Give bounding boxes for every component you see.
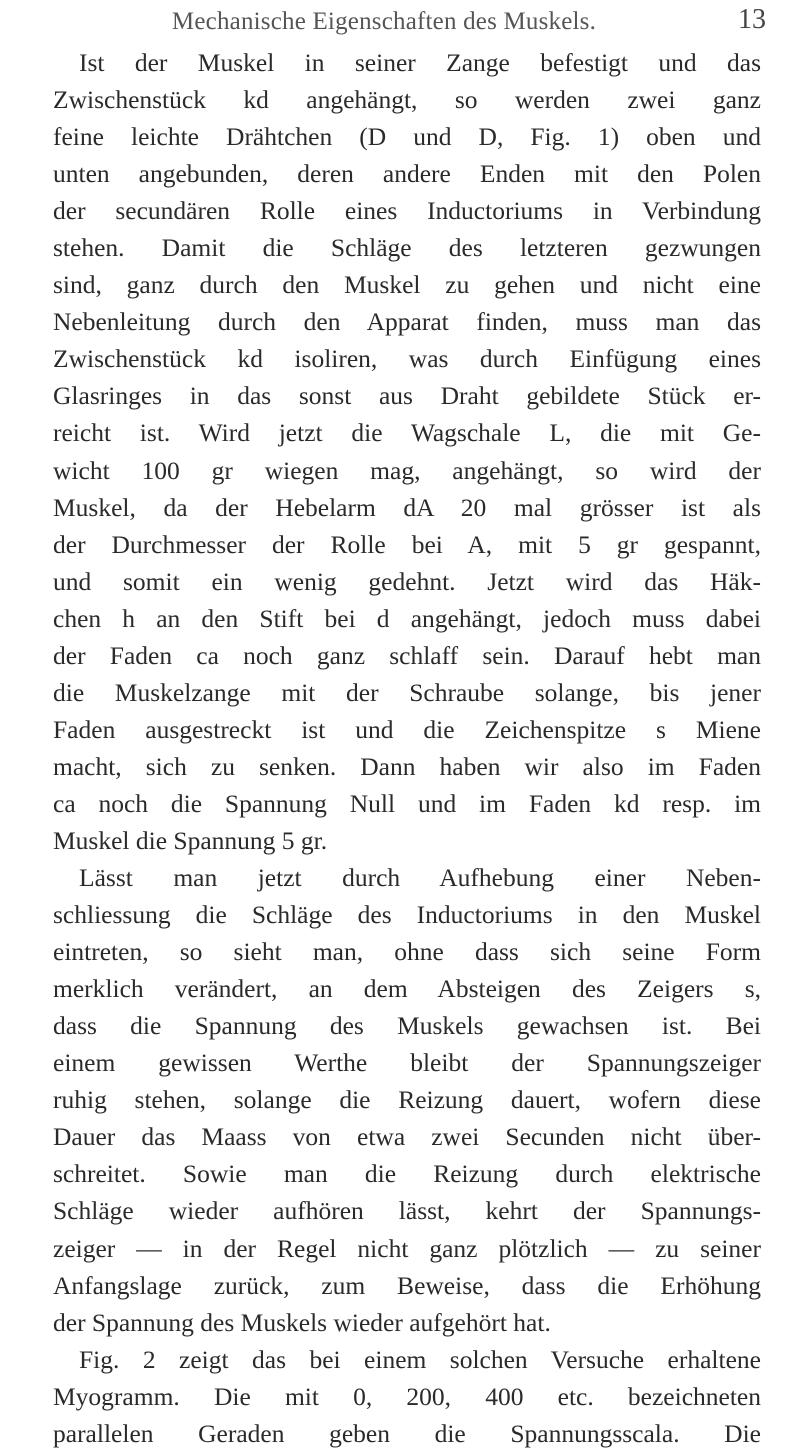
text-line: der Spannung des Muskels wieder aufgehört hat. [53,1307,551,1337]
text-line: der secundären Rolle eines Inductoriums in Verbindung [53,196,761,226]
text-line: reicht ist. Wird jetzt die Wagschale L, die mit Ge- [53,418,761,448]
text-line: schreitet. Sowie man die Reizung durch elektrische [53,1159,761,1189]
text-line: macht, sich zu senken. Dann haben wir also im Faden [53,751,761,781]
text-line: der Faden ca noch ganz schlaff sein. Darauf hebt man [53,640,761,670]
page-number: 13 [738,4,766,35]
running-title: Mechanische Eigenschaften des Muskels. [171,8,597,35]
text-line: Nebenleitung durch den Apparat finden, muss man das [53,307,761,337]
text-line: Fig. 2 zeigt das bei einem solchen Versuche erhaltene [79,1344,761,1374]
text-line: parallelen Geraden geben die Spannungsscala. Die [53,1418,761,1448]
text-line: Myogramm. Die mit 0, 200, 400 etc. bezeichneten [53,1381,761,1411]
text-line: der Durchmesser der Rolle bei A, mit 5 gr gespannt, [53,529,761,559]
text-line: dass die Spannung des Muskels gewachsen ist. Bei [53,1011,761,1041]
text-line: merklich verändert, an dem Absteigen des Zeigers s, [53,974,761,1004]
text-line: einem gewissen Werthe bleibt der Spannungszeiger [53,1048,761,1078]
text-line: Schläge wieder aufhören lässt, kehrt der Spannungs- [53,1196,761,1226]
text-line: und somit ein wenig gedehnt. Jetzt wird das Häk- [53,566,761,596]
text-line: Muskel die Spannung 5 gr. [53,825,328,855]
text-line: wicht 100 gr wiegen mag, angehängt, so wird der [53,455,761,485]
text-line: feine leichte Drähtchen (D und D, Fig. 1) oben und [53,122,761,152]
text-line: eintreten, so sieht man, ohne dass sich seine Form [53,937,761,967]
text-line: Ist der Muskel in seiner Zange befestigt und das [79,48,761,77]
text-line: ruhig stehen, solange die Reizung dauert, wofern diese [53,1085,761,1115]
text-line: Faden ausgestreckt ist und die Zeichenspitze s Miene [53,714,761,744]
text-line: Lässt man jetzt durch Aufhebung einer Neben- [79,863,761,893]
text-line: schliessung die Schläge des Inductoriums in den Muskel [53,900,761,930]
text-line: Zwischenstück kd angehängt, so werden zwei ganz [53,85,761,115]
text-line: unten angebunden, deren andere Enden mit den Polen [53,159,761,189]
text-line: Glasringes in das sonst aus Draht gebildete Stück er- [53,381,761,411]
body-text [53,44,761,1452]
text-line: sind, ganz durch den Muskel zu gehen und nicht eine [53,270,761,300]
text-line: chen h an den Stift bei d angehängt, jedoch muss dabei [53,603,761,633]
text-line: Zwischenstück kd isoliren, was durch Einfügung eines [53,344,761,374]
text-line: stehen. Damit die Schläge des letzteren gezwungen [53,233,761,263]
text-line: Dauer das Maass von etwa zwei Secunden nicht über- [53,1122,761,1152]
text-line: ca noch die Spannung Null und im Faden kd resp. im [53,788,761,818]
text-line: die Muskelzange mit der Schraube solange, bis jener [53,677,761,707]
text-line: zeiger — in der Regel nicht ganz plötzlich — zu seiner [53,1233,761,1263]
text-line: Muskel, da der Hebelarm dA 20 mal grösser ist als [53,492,761,522]
text-line: Anfangslage zurück, zum Beweise, dass die Erhöhung [53,1270,761,1300]
